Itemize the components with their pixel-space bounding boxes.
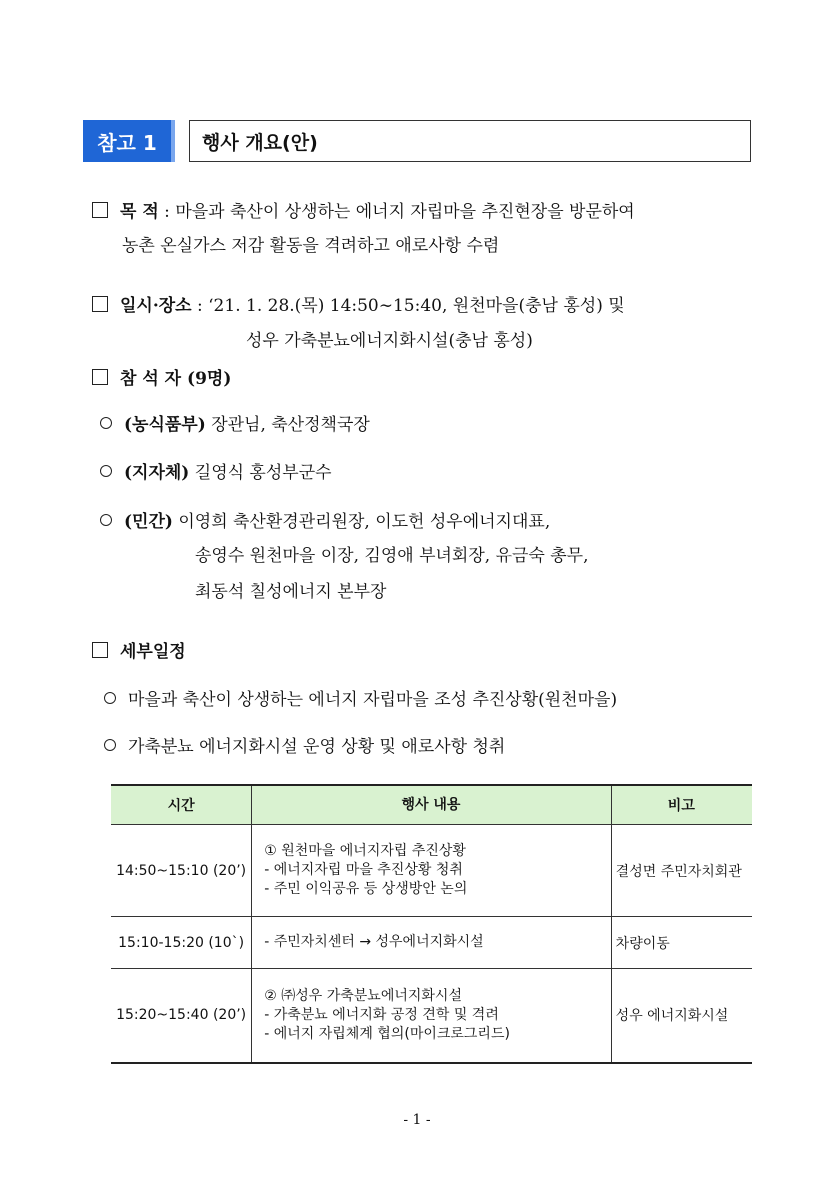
attendee-group-1	[100, 413, 370, 437]
header-content: 행사 내용	[252, 785, 611, 825]
purpose-text-1: 마을과 축산이 상생하는 에너지 자립마을 추진현장을 방문하여	[175, 202, 635, 222]
table-header-row	[111, 785, 752, 825]
purpose-line-1	[92, 200, 635, 224]
schedule-item-text: 가축분뇨 에너지화시설 운영 상황 및 애로사항 청취	[128, 737, 506, 757]
row-note: 차량이동	[611, 917, 752, 969]
attendee-group-text: 길영식 홍성부군수	[194, 463, 332, 483]
attendees-label: 참 석 자 (9명)	[120, 369, 232, 389]
checkbox-square-icon	[92, 296, 108, 312]
bullet-circle-icon	[104, 739, 116, 751]
purpose-separator: :	[158, 202, 176, 222]
page-number: - 1 -	[403, 1112, 431, 1128]
attendee-group-text: 장관님, 축산정책국장	[211, 415, 370, 435]
row-content	[252, 917, 611, 969]
page-title: 행사 개요(안)	[189, 120, 751, 162]
attendee-group-name: (민간)	[124, 512, 173, 532]
schedule-table	[111, 784, 752, 1064]
table-row	[111, 917, 752, 969]
schedule-heading	[92, 640, 186, 664]
bullet-circle-icon	[100, 465, 112, 477]
row-content-line: - 에너지 자립체계 협의(마이크로그리드)	[264, 1025, 510, 1042]
row-content	[252, 969, 611, 1063]
schedule-item-text: 마을과 축산이 상생하는 에너지 자립마을 조성 추진상황(원천마을)	[128, 690, 618, 710]
table-row	[111, 825, 752, 917]
bullet-circle-icon	[100, 514, 112, 526]
row-content-line: - 주민자치센터 → 성우에너지화시설	[264, 934, 484, 950]
checkbox-square-icon	[92, 642, 108, 658]
row-content-line: - 에너지자립 마을 추진상황 청취	[264, 862, 463, 878]
row-time: 15:20~15:40 (20’)	[111, 969, 252, 1063]
datetime-text-2: 성우 가축분뇨에너지화시설(충남 홍성)	[246, 331, 533, 351]
table-row	[111, 969, 752, 1063]
bullet-circle-icon	[100, 417, 112, 429]
row-note: 결성면 주민자치회관	[611, 825, 752, 917]
attendee-group-3-line-3: 최동석 칠성에너지 본부장	[195, 582, 387, 602]
schedule-label: 세부일정	[120, 642, 186, 662]
attendees-heading	[92, 367, 231, 391]
purpose-label: 목 적	[120, 202, 159, 222]
row-content-line: ① 원천마을 에너지자립 추진상황	[264, 843, 466, 859]
datetime-separator: :	[191, 296, 209, 316]
row-content	[252, 825, 611, 917]
schedule-item-2	[104, 735, 505, 759]
attendee-group-name: (농식품부)	[124, 415, 206, 435]
row-note: 성우 에너지화시설	[611, 969, 752, 1063]
reference-badge: 참고 1	[83, 120, 175, 162]
attendee-group-text: 이영희 축산환경관리원장, 이도헌 성우에너지대표,	[178, 512, 551, 532]
datetime-text-1: ‘21. 1. 28.(목) 14:50∼15:40, 원천마을(충남 홍성) 및	[208, 296, 625, 316]
attendee-group-3	[100, 510, 550, 534]
attendee-group-3-line-2: 송영수 원천마을 이장, 김영애 부녀회장, 유금숙 총무,	[195, 546, 589, 566]
checkbox-square-icon	[92, 202, 108, 218]
bullet-circle-icon	[104, 692, 116, 704]
row-content-line: - 주민 이익공유 등 상생방안 논의	[264, 881, 468, 897]
header-time: 시간	[111, 785, 252, 825]
schedule-item-1	[104, 688, 617, 712]
datetime-label: 일시·장소	[120, 296, 192, 316]
row-content-line: - 가축분뇨 에너지화 공정 견학 및 격려	[264, 1006, 499, 1023]
attendee-group-name: (지자체)	[124, 463, 190, 483]
row-content-line: ② ㈜성우 가축분뇨에너지화시설	[264, 987, 462, 1004]
checkbox-square-icon	[92, 369, 108, 385]
attendee-group-2	[100, 461, 332, 485]
row-time: 15:10-15:20 (10`)	[111, 917, 252, 969]
header-note: 비고	[611, 785, 752, 825]
purpose-text-2: 농촌 온실가스 저감 활동을 격려하고 애로사항 수렴	[122, 236, 500, 256]
datetime-line-1	[92, 294, 625, 318]
row-time: 14:50~15:10 (20’)	[111, 825, 252, 917]
